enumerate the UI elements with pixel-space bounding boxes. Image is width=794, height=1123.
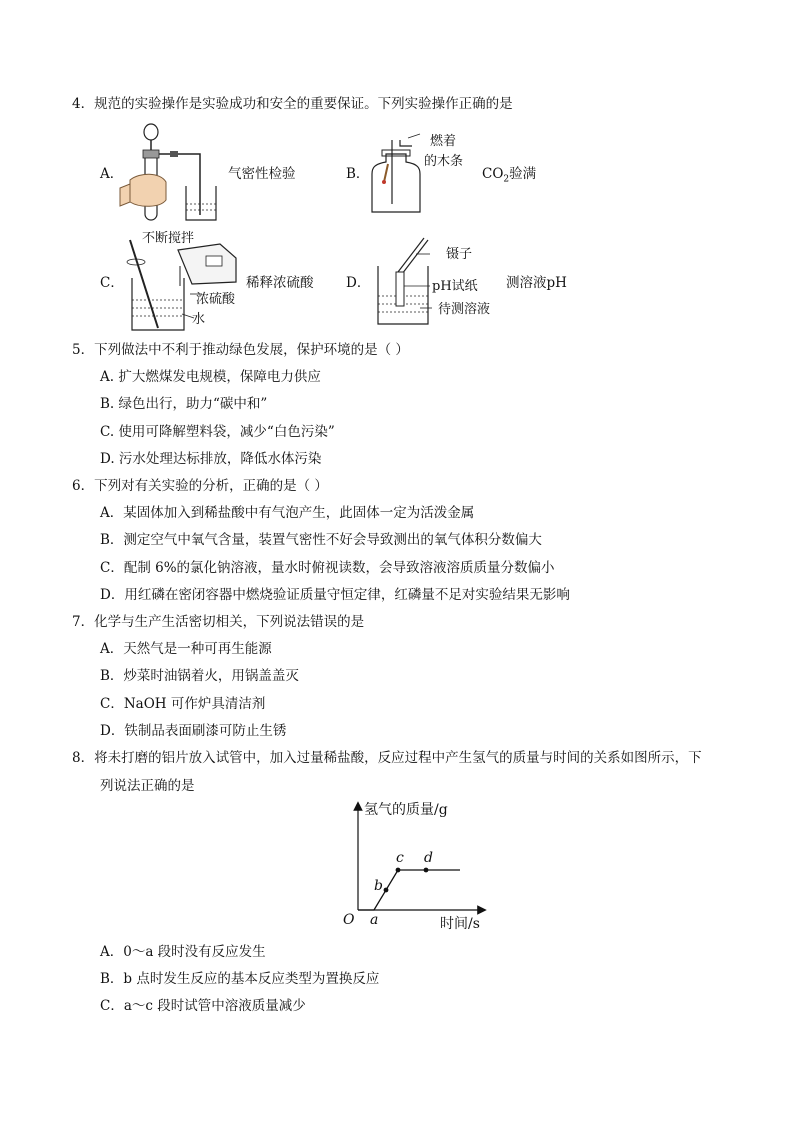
graph-point-c-label: c	[396, 850, 404, 866]
q6-option-b: B．测定空气中氧气含量，装置气密性不好会导致测出的氧气体积分数偏大	[100, 532, 542, 548]
point-c	[396, 868, 401, 873]
q4-option-c-label-stir: 不断搅拌	[142, 231, 195, 246]
q7-option-c: C．NaOH 可作炉具清洁剂	[100, 696, 266, 712]
hydrogen-mass-graph	[340, 800, 490, 935]
q4-option-b-letter: B．	[346, 166, 370, 182]
q4-option-d-label-tweezers: 镊子	[446, 247, 473, 262]
q4-option-b-label-splint: 的木条	[424, 154, 464, 169]
q5-option-d: D. 污水处理达标排放，降低水体污染	[100, 451, 322, 467]
dilute-acid-figure	[120, 236, 250, 336]
graph-point-a-label: a	[370, 912, 379, 928]
q7-option-a: A．天然气是一种可再生能源	[100, 641, 272, 657]
q5-option-c: C. 使用可降解塑料袋，减少“白色污染”	[100, 424, 335, 440]
graph-y-label: 氢气的质量/g	[364, 802, 448, 818]
caption-tail: 验满	[509, 166, 537, 182]
q4-stem: 4．规范的实验操作是实验成功和安全的重要保证。下列实验操作正确的是	[72, 96, 513, 112]
q6-stem: 6．下列对有关实验的分析，正确的是（ ）	[72, 478, 328, 494]
q7-stem: 7．化学与生产生活密切相关，下列说法错误的是	[72, 614, 365, 630]
graph-origin-label: O	[343, 912, 355, 928]
co2-full-test-figure	[368, 134, 428, 218]
graph-point-b-label: b	[374, 878, 383, 894]
q8-option-c: C．a～c 段时试管中溶液质量减少	[100, 998, 306, 1014]
graph-point-d-label: d	[424, 850, 433, 866]
q4-option-a-caption: 气密性检验	[228, 166, 296, 182]
q6-option-d: D．用红磷在密闭容器中燃烧验证质量守恒定律，红磷量不足对实验结果无影响	[100, 587, 570, 603]
q5-option-b: B. 绿色出行，助力“碳中和”	[100, 396, 268, 412]
point-b	[384, 888, 389, 893]
q6-option-a: A．某固体加入到稀盐酸中有气泡产生，此固体一定为活泼金属	[100, 505, 475, 521]
caption-main: CO	[482, 166, 504, 182]
q4-option-c-caption: 稀释浓硫酸	[246, 275, 314, 291]
q4-option-a-letter: A．	[100, 166, 124, 182]
graph-x-label: 时间/s	[440, 916, 480, 932]
point-d	[424, 868, 429, 873]
q4-option-d-label-paper: pH试纸	[432, 279, 478, 294]
q4-option-d-caption: 测溶液pH	[506, 275, 567, 291]
q5-option-a: A. 扩大燃煤发电规模，保障电力供应	[100, 369, 321, 385]
q4-option-c-label-acid: 浓硫酸	[196, 292, 236, 307]
q4-option-c-label-water: 水	[192, 312, 206, 327]
caption-sub: 2	[503, 174, 510, 185]
q4-option-c-letter: C．	[100, 275, 124, 291]
q6-option-c: C．配制 6%的氯化钠溶液，量水时俯视读数，会导致溶液溶质质量分数偏小	[100, 560, 555, 576]
q5-stem: 5．下列做法中不利于推动绿色发展，保护环境的是（ ）	[72, 342, 409, 358]
q4-option-d-letter: D．	[346, 275, 371, 291]
q8-stem-line2: 列说法正确的是	[100, 778, 195, 794]
q7-option-b: B．炒菜时油锅着火，用锅盖盖灭	[100, 668, 299, 684]
q4-option-b-label-burning: 燃着	[430, 134, 457, 149]
q8-stem-line1: 8．将未打磨的铝片放入试管中，加入过量稀盐酸，反应过程中产生氢气的质量与时间的关系如图所示，下	[72, 750, 702, 766]
q8-option-b: B．b 点时发生反应的基本反应类型为置换反应	[100, 971, 380, 987]
q4-option-b-caption	[482, 166, 536, 185]
q7-option-d: D．铁制品表面刷漆可防止生锈	[100, 723, 287, 739]
airtightness-test-figure	[120, 120, 230, 225]
q4-option-d-label-solution: 待测溶液	[438, 302, 491, 317]
q8-option-a: A．0～a 段时没有反应发生	[100, 944, 266, 960]
